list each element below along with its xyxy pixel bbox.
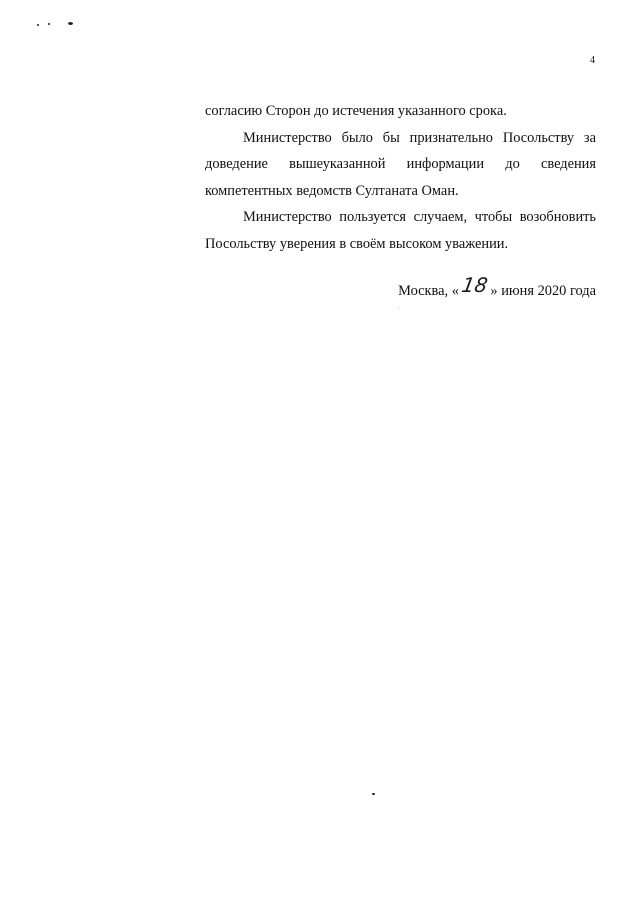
- scan-speck: [68, 22, 73, 25]
- close-quote: »: [490, 283, 498, 299]
- letter-body: [205, 98, 596, 257]
- paragraph-closing: Министерство пользуется случаем, чтобы возобновить Посольству уверения в своём высоком уважении.: [205, 209, 596, 252]
- paragraph-request: Министерство было бы признательно Посольству за доведение вышеуказанной информации до сведения компетентных ведомств Султаната Оман.: [205, 129, 596, 199]
- scan-speck: [48, 23, 50, 25]
- date-line: [398, 273, 596, 300]
- page-number: 4: [590, 55, 595, 66]
- scan-speck: [398, 307, 399, 308]
- scan-speck: [372, 793, 375, 795]
- open-quote: «: [451, 283, 459, 299]
- month-year: июня 2020 года: [501, 283, 596, 299]
- handwritten-day: 18: [459, 273, 490, 297]
- paragraph-continuation: согласию Сторон до истечения указанного срока.: [205, 103, 507, 119]
- city: Москва,: [398, 283, 449, 299]
- scan-speck: [37, 24, 39, 26]
